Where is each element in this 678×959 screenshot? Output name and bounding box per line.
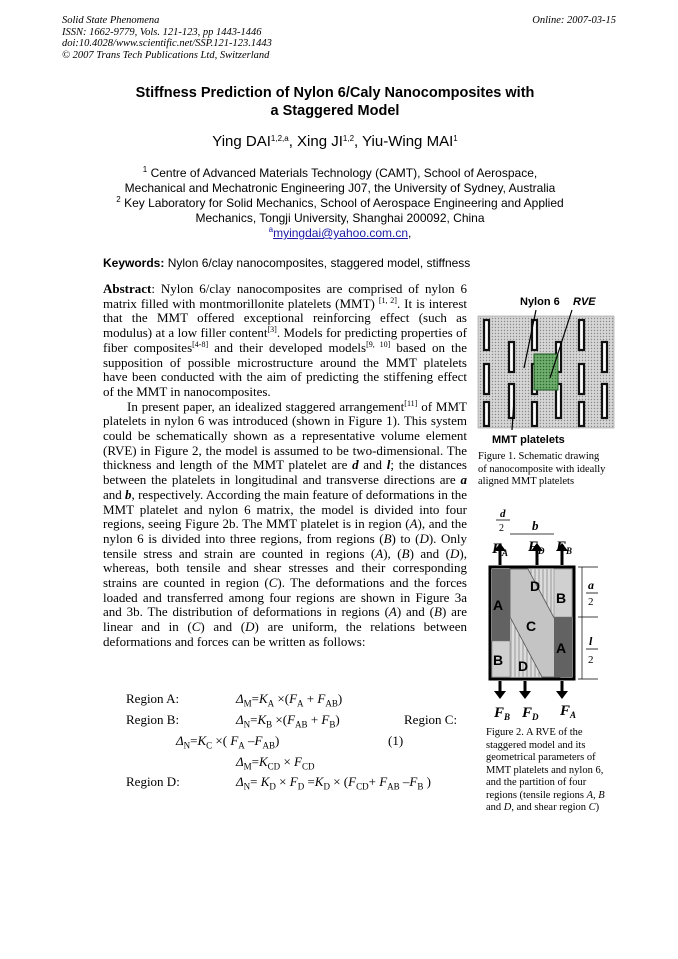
sub-a: A [238,740,245,751]
p2-p: ) and ( [200,619,246,635]
abstract-paragraph-1 [103,282,467,400]
p2-c: ; the distances between the platelets in longitudinal and transverse directions are [103,457,467,488]
k-symbol: K [259,754,268,769]
p1-e: based on the supposition of possible microstructure around the MMT platelets have been conducted with the aim of predicting the stiffening effect of the MMT in nanocomposites. [103,339,467,399]
paper-title [80,84,590,120]
sub-d: D [297,781,305,792]
region-b-right-label: B [556,590,567,606]
symbol-d: d [352,457,359,473]
fig2-cap-region-a: A [586,789,594,801]
affiliations [80,166,600,241]
force-fa-top: $F_A$ [492,541,509,558]
f-symbol: F [254,733,263,748]
symbol-l: l [386,457,391,473]
p2-e: , respectively. According the main feature of deformations in the MMT platelet and nylon 6 matrix, the model is divided into four regions, seeing Figure 2b. The MMT platelet is in region ( [103,486,467,532]
region-a-ref-2: A [375,545,384,561]
ref-4-8: [4-8] [192,339,209,349]
journal-doi: doi:10.4028/www.scientific.net/SSP.121-123.1443 [62,38,272,49]
f-symbol: F [379,774,388,789]
author-2: , Xing JI [288,133,343,150]
region-d-ref-2: D [450,545,460,561]
region-a-left-label: A [493,597,504,613]
region-d-top-label: D [530,578,541,594]
eq-region-c-2: $\Delta_M=K_{CD} \times F_{CD}$ [236,754,315,772]
region-c-label: C [526,618,537,634]
symbol-b: b [125,486,132,502]
sub-cd: CD [301,761,315,772]
fig2-cap-region-d: D [503,802,512,813]
sub-ab: AB [387,781,400,792]
eq-region-c-1: $\Delta_N=K_C$ ×( $F_A$ $-F_{AB}$) [176,733,280,751]
keywords-label: Keywords: [103,256,165,270]
p2-o: ) are linear and in ( [103,604,468,635]
delta-symbol: Δ [236,712,244,727]
region-d-ref-3: D [245,619,255,635]
dim-d-two: 2 [499,523,504,534]
sub-b: B [329,719,336,730]
force-fd-top: $F_D$ [528,539,545,556]
fig2-cap-region-b: B [598,789,605,801]
online-date: Online: 2007-03-15 [532,15,616,26]
figure-1-drawing [476,290,616,450]
dim-a: a [588,578,594,592]
force-fb-bottom: $F_B$ [494,705,511,722]
affiliation-1-line-2: Mechanical and Mechatronic Engineering J07, the University of Sydney, Australia [124,181,556,195]
fig2-cap-and: and [486,802,504,813]
region-b-ref: B [383,530,392,546]
region-d-bottom-label: D [518,658,529,674]
journal-header [62,15,382,61]
dim-a-two: 2 [588,596,594,608]
keywords-text: Nylon 6/clay nanocomposites, staggered model, stiffness [164,256,471,270]
sub-ab: AB [325,698,338,709]
k-symbol: K [197,733,207,748]
author-2-sup: 1,2 [342,134,355,143]
p1-c: . Models for predicting properties of fiber composites [103,325,467,355]
k-symbol: K [257,712,267,727]
fig2-cap-comma: , [593,789,596,801]
sub-c: C [206,740,213,751]
sub-cd: CD [267,761,281,772]
figure-1-caption: Figure 1. Schematic drawing of nanocomposite with ideally aligned MMT platelets [478,451,606,487]
sub-cd: CD [356,781,369,792]
abstract-label: Abstract [103,281,152,296]
f-symbol: F [287,712,296,727]
region-b-ref-3: B [434,604,442,620]
rve-box [534,354,558,390]
eq-region-b-label: Region B: [126,712,180,727]
p2-n: ) and ( [396,604,434,620]
fig2-cap-c: ) [595,802,600,813]
sub-n: N [243,781,251,792]
equation-number: (1) [388,733,404,748]
delta-symbol: Δ [236,774,244,789]
p2-m: ). The deformations and the forces loaded and transferred among four regions are shown in Figure 3a and 3b. The distribution of deformations in regions ( [103,575,467,620]
sub-b: B [417,781,424,792]
k-symbol: K [314,774,324,789]
affiliation-2-line-2: Mechanics, Tongji University, Shanghai 200092, China [195,211,485,225]
journal-name: Solid State Phenomena [62,15,160,26]
sub-ab: AB [262,740,276,751]
f-symbol: F [294,754,302,769]
ref-3: [3] [267,325,277,335]
k-symbol: K [260,774,270,789]
sub-a: A [297,698,304,709]
nylon-label: Nylon 6 [520,296,560,308]
p2-q: ) are uniform, the relations between deformations and forces can be written as follows: [103,619,467,649]
p2-g: ) to ( [391,530,420,546]
symbol-a: a [460,472,467,488]
p2-j: ) and ( [409,545,450,561]
aff1-text-1: Centre of Advanced Materials Technology (CAMT), School of Aerospace, [150,166,538,180]
aff1-num: 1 [142,165,148,174]
ref-11: [11] [404,398,418,408]
f-symbol: F [321,712,330,727]
sub-m: M [243,698,252,709]
mmt-label: MMT platelets [492,434,565,446]
sub-d: D [323,781,330,792]
aff2-num: 2 [116,195,121,204]
delta-symbol: Δ [236,754,244,769]
author-1: Ying DAI [212,133,271,150]
abstract-paragraph-2 [103,400,467,650]
sub-m: M [243,761,252,772]
title-line-1: Stiffness Prediction of Nylon 6/Caly Nanocomposites with [135,85,535,101]
sub-a: A [267,698,275,709]
p2-b: of MMT platelets in nylon 6 was introduced (shown in Figure 1). This system could be schematically shown as a representative volume element (RVE) in Figure 2, the model is assumed to be two-dimensional. The thickness and length of the MMT platelet are [103,398,467,473]
eq-region-c-label: Region C: [404,712,458,727]
p2-i: ), ( [383,545,402,561]
email-sup: a [268,225,274,234]
dim-b: b [532,518,539,533]
author-3-sup: 1 [453,134,458,143]
f-symbol: F [289,691,298,706]
sub-ab: AB [295,719,308,730]
fig2-cap-a: Figure 2. A RVE of the staggered model and its geometrical parameters of MMT platelets and nylon 6, and the partition of four regions (tensile regions [486,727,604,801]
f-symbol: F [409,774,418,789]
figure-2-drawing [478,505,618,723]
affiliation-2-line-1 [80,196,600,211]
author-1-sup: 1,2,a [270,134,289,143]
f-symbol: F [230,733,239,748]
sub-n: N [183,740,191,751]
affiliation-1-line-1 [80,166,600,181]
fig2-cap-b: , and shear region [511,802,589,813]
abstract-body [103,282,467,650]
ref-9-10: [9, 10] [366,339,391,349]
region-b-left-label: B [493,652,504,668]
eq-region-a-label: Region A: [126,691,180,706]
email-tail: , [408,226,412,240]
title-line-2: a Staggered Model [270,103,400,119]
sub-b: B [266,719,273,730]
eq-region-d-label: Region D: [126,774,180,789]
dim-d: d [500,508,506,520]
force-fa-bottom: $F_A$ [560,703,577,720]
region-c-ref: C [268,575,278,591]
delta-symbol: Δ [236,691,244,706]
eq-region-d: $\Delta_N= K_D \times F_D =K_D \times (F_{CD}+ F_{AB}$ $-F_B$ ) [236,774,431,792]
journal-copyright: © 2007 Trans Tech Publications Ltd, Switzerland [62,49,270,61]
figure-2-caption [486,727,612,815]
p2-and2: and [103,486,126,502]
eq-region-b: $\Delta_N=K_B \times(F_{AB} + F_B)$ [236,712,340,730]
p2-h: ). Only tensile stress and strain are counted in regions ( [103,530,467,561]
email-link[interactable]: myingdai@yahoo.com.cn [273,226,409,240]
rve-label: RVE [573,296,596,308]
journal-issn: ISSN: 1662-9779, Vols. 121-123, pp 1443-1446 [62,26,262,38]
region-b-ref-2: B [401,545,410,561]
f-symbol: F [348,774,357,789]
p1-d: and their developed models [208,339,367,355]
email-line [80,226,600,241]
keywords [103,256,603,270]
p2-and1: and [358,457,387,473]
dim-l: l [589,634,593,648]
eq-region-a: $\Delta_M=K_A \times(F_A + F_{AB})$ [236,691,343,709]
f-symbol: F [289,774,298,789]
k-symbol: K [259,691,268,706]
p2-f: ), and the nylon 6 is divided into three regions, from regions ( [103,516,467,546]
region-a-right-label: A [556,640,567,656]
author-3: , Yiu-Wing MAI [354,133,454,150]
force-fb-top: $F_B$ [556,539,573,556]
fig2-cap-region-c: C [588,802,596,813]
aff2-text-1: Key Laboratory for Solid Mechanics, School of Aerospace Engineering and Applied [124,196,564,210]
p1-a: : Nylon 6/clay nanocomposites are comprised of nylon 6 matrix filled with montmorillonite platelets (MMT) [103,281,467,311]
p1-b: . It is interest that the MMT offered exceptional reinforcing effect (such as modulus) at a low filler content [103,295,467,341]
sub-n: N [243,719,251,730]
f-symbol: F [317,691,326,706]
region-d-ref: D [419,530,429,546]
ref-1-2: [1, 2] [378,295,397,305]
authors [80,133,590,150]
region-a-ref: A [409,516,418,532]
region-c-ref-2: C [191,619,201,635]
region-a-ref-3: A [388,604,397,620]
delta-symbol: Δ [176,733,184,748]
sub-d: D [269,781,276,792]
dim-l-two: 2 [588,654,594,666]
p2-a: In present paper, an idealized staggered arrangement [127,398,405,414]
p2-k: ), whereas, both tensile and shear stresses and their corresponding strains are counted in region ( [103,545,467,591]
force-fd-bottom: $F_D$ [522,705,539,722]
